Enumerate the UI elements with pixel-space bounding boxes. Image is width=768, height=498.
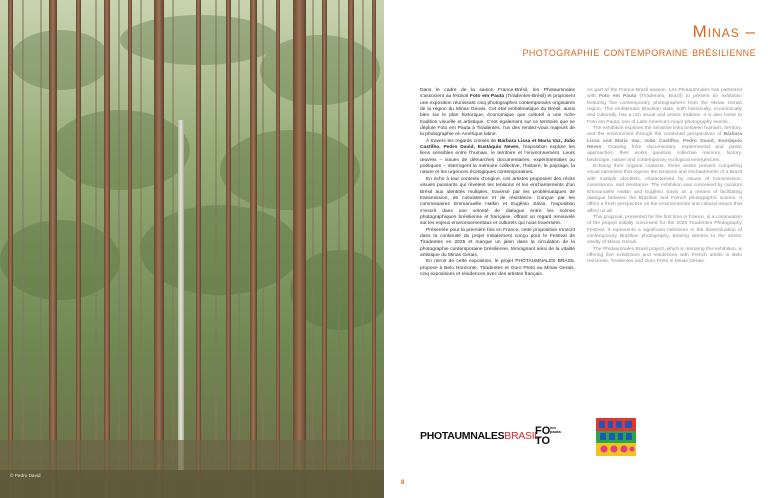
page-number: 8 xyxy=(401,480,405,486)
french-paragraph: En écho à leur contexte d’origine, ces artistes proposent des récits visuels puissants qui révèlent les tensions et les enchantements d’un Brésil aux identités multiples, traversé par les problématiques de transmission, de coexistence et de résistance. Conçue par les commissaires Emmanuelle Halkin et Eugênio Sávio, l’exposition s’inscrit dans une volonté de dialogue entre les scènes photographiques brésilienne et française, offrant un regard renouvelé sur les enjeux environnementaux et culturels qui nous traversent. xyxy=(420,176,575,227)
english-paragraph: The Photaumnales Brasil project, which is mirroring this exhibition, is offering five exhibitions and residences with French artists in Belo Horizonte, Tiradentes and Ouro Preto in Minas Gerais. xyxy=(587,246,742,265)
photo-credit: © Pedro David xyxy=(10,473,41,478)
english-paragraph: As part of the France-Brazil season, Les Photaumnales has partnered with Foto em Pauta (Tiradentes, Brazil) to present an exhibition featuring five contemporary photographers from the Minas Gerais region. This emblematic Brazilian state, both historically, economically and culturally, has a rich visual and artistic tradition. It is also home to Foto em Pauta, one of Latin America’s major photography events. xyxy=(587,88,743,125)
page-subtitle: photographie contemporaine brésilienne xyxy=(522,45,756,59)
english-paragraph: The exhibition explores the sensitive links between humans, territory, and the environment through the combined perspectives of Bárbara Lissa and Maria Vaz, João Castilho, Pedro David, Eustáquio Neves. Drawing from documentary, experimental and poetic approaches, their works question collective memory, history, landscape, nature and contemporary ecological emergencies. xyxy=(587,126,742,163)
colorful-brasil-logo xyxy=(596,418,636,456)
english-text-column xyxy=(587,88,742,266)
french-text-column xyxy=(420,88,575,278)
french-paragraph: En miroir de cette exposition, le projet PHOTAUMNALES BRASIL propose à Belo Horizonte, Tiradentes et Ouro Preto au Minas Gerais, cinq expositions et résidences avec des artistes français. xyxy=(420,259,575,277)
english-paragraph: Echoing their original contexts, these artists present compelling visual narratives that expose the tensions and enchantments of a Brazil with multiple identities, characterised by issues of transmission, coexistence, and resistance. The exhibition was conceived by curators Emmanuelle Halkin and Eugênio Sávio as a means of facilitating dialogue between the Brazilian and French photographic scenes. It offers a fresh perspective on the environmental and cultural issues that affect us all. xyxy=(587,164,742,214)
photaumnales-brasil-logo: PHOTAUMNALESBRASIL xyxy=(420,430,540,442)
partner-logos xyxy=(420,418,740,456)
page-title: Minas – xyxy=(692,22,756,41)
french-paragraph: À travers les regards croisés de Bárbara Lissa et Maria Vaz, João Castilho, Pedro David, Eustáquio Neves, l’exposition explore les liens sensibles entre l’humain, le territoire et l’environnement. Leurs œuvres – issues de démarches documentaires, expérimentales ou poétiques – interrogent la mémoire collective, l’histoire, le paysage, la nature et les urgences écologiques contemporaines. xyxy=(420,138,575,176)
english-paragraph: This proposal, presented for the first time in France, is a continuation of the project initially conceived for the 2025 Tiradentes Photography Festival. It represents a significant milestone in the dissemination of contemporary Brazilian photography, bearing witness to the artistic vitality of Minas Gerais. xyxy=(587,214,742,246)
foto-em-pauta-logo: FO TO em pauta xyxy=(535,425,561,447)
french-paragraph: Dans le cadre de la saison France-Brésil, les Photaumnales s’associent au festival Foto em Pauta (Tiradentes-Brésil) et proposent une exposition réunissant cinq photographes contemporains originaires de la région du Minas Gerais. Cet état emblématique du Brésil, aussi bien sur le plan historique, économique que culturel a une riche tradition visuelle et artistique. C’est également sur ce territoire que se déploie Foto em Pauta à Tiradentes, l’un des rendez-vous majeurs de la photographie en Amérique latine. xyxy=(420,88,575,138)
text-page xyxy=(384,0,768,498)
french-paragraph: Présentée pour la première fois en France, cette proposition s’inscrit dans la continuité du projet initialement conçu pour le Festival de Tiradentes en 2025 et marque un jalon dans la circulation de la photographie contemporaine brésilienne, témoignant ainsi de la vitalité artistique du Minas Gerais. xyxy=(420,227,575,258)
